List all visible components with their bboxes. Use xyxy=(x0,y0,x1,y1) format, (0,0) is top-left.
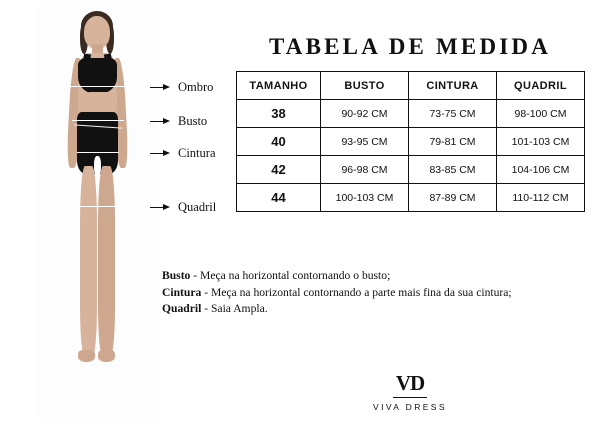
note-term: Busto xyxy=(162,269,191,282)
cell-cintura: 83-85 CM xyxy=(409,156,497,184)
note-text: - Meça na horizontal contornando a parte mais fina da sua cintura; xyxy=(201,285,512,299)
cell-busto: 93-95 CM xyxy=(321,128,409,156)
brand-logo xyxy=(236,372,584,412)
model-leg-gap xyxy=(94,156,101,176)
cell-busto: 96-98 CM xyxy=(321,156,409,184)
callout-quadril xyxy=(150,200,216,215)
logo-brand-name: VIVA DRESS xyxy=(373,402,447,412)
note-term: Quadril xyxy=(162,302,202,315)
arrow-right-icon xyxy=(150,117,172,127)
logo-monogram: VD xyxy=(395,371,425,395)
model-leg-left xyxy=(80,166,97,356)
table-row xyxy=(237,184,585,212)
table-row xyxy=(237,128,585,156)
callout-labels xyxy=(150,0,250,424)
cell-size: 42 xyxy=(237,156,321,184)
note-busto xyxy=(162,268,582,285)
guide-line-quadril xyxy=(69,206,127,207)
arrow-right-icon xyxy=(150,203,172,213)
table-header-cell: BUSTO xyxy=(321,72,409,100)
callout-label: Busto xyxy=(178,114,208,128)
callout-cintura xyxy=(150,146,216,161)
note-text: - Saia Ampla. xyxy=(201,302,268,315)
callout-busto xyxy=(150,114,207,129)
callout-ombro xyxy=(150,80,213,95)
cell-quadril: 98-100 CM xyxy=(497,100,585,128)
measurement-notes xyxy=(162,268,582,318)
note-text: - Meça na horizontal contornando o busto; xyxy=(190,269,391,282)
guide-line-ombro xyxy=(66,86,128,87)
guide-line-busto xyxy=(72,120,124,121)
model-foot-left xyxy=(78,350,95,362)
model-photo xyxy=(36,6,158,418)
arrow-right-icon xyxy=(150,149,172,159)
cell-size: 44 xyxy=(237,184,321,212)
model-foot-right xyxy=(98,350,115,362)
callout-label: Ombro xyxy=(178,80,214,94)
size-table xyxy=(236,71,585,212)
model-leg-right xyxy=(98,166,115,356)
table-row xyxy=(237,100,585,128)
note-term: Cintura xyxy=(162,285,202,299)
table-header-cell: QUADRIL xyxy=(497,72,585,100)
table-header-cell: CINTURA xyxy=(409,72,497,100)
note-cintura xyxy=(162,285,582,302)
cell-busto: 100-103 CM xyxy=(321,184,409,212)
guide-line-cintura xyxy=(77,152,119,153)
cell-busto: 90-92 CM xyxy=(321,100,409,128)
page-title: TABELA DE MEDIDA xyxy=(268,34,552,59)
arrow-right-icon xyxy=(150,83,172,93)
cell-quadril: 110-112 CM xyxy=(497,184,585,212)
model-waist xyxy=(84,92,112,114)
cell-cintura: 73-75 CM xyxy=(409,100,497,128)
cell-quadril: 101-103 CM xyxy=(497,128,585,156)
table-header-cell: TAMANHO xyxy=(237,72,321,100)
cell-cintura: 79-81 CM xyxy=(409,128,497,156)
callout-label: Cintura xyxy=(178,146,216,160)
table-header-row xyxy=(237,72,585,100)
cell-cintura: 87-89 CM xyxy=(409,184,497,212)
cell-size: 40 xyxy=(237,128,321,156)
note-quadril xyxy=(162,301,582,318)
logo-divider xyxy=(393,397,427,398)
cell-quadril: 104-106 CM xyxy=(497,156,585,184)
table-row xyxy=(237,156,585,184)
cell-size: 38 xyxy=(237,100,321,128)
callout-label: Quadril xyxy=(178,200,217,214)
